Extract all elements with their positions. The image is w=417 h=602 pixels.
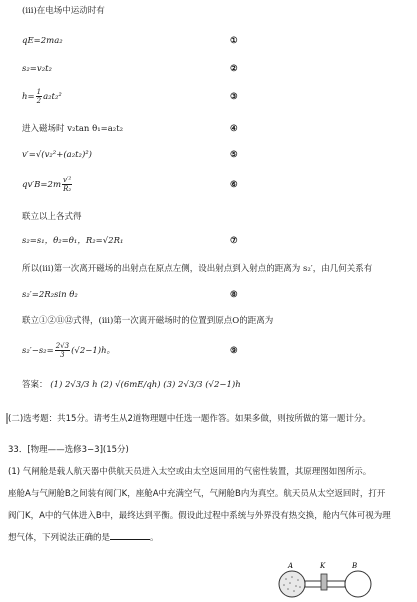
- answer-text: (1) 2√3/3 h (2) √(6mE/qh) (3) 2√3/3 (√2−1)h: [50, 380, 241, 390]
- eq-number-3: ③: [230, 92, 238, 102]
- question-line-3: 阀门K，A中的气体进入B中，最终达到平衡。假设此过程中系统与外界没有热交换，舱内气体可视为理: [8, 511, 391, 521]
- eq-number-8: ⑧: [230, 290, 238, 300]
- eq-number-7: ⑦: [230, 236, 238, 246]
- eq3-left: h=: [22, 92, 35, 102]
- airlock-diagram: [270, 560, 380, 602]
- equation-3: [22, 88, 62, 105]
- text-line-4: 所以(iii)第一次离开磁场的出射点在原点左侧，设出射点到入射点的距离为 s₂′，由几何关系有: [22, 264, 373, 274]
- question-line-1: (1) 气闸舱是载人航天器中供航天员进入太空或由太空返回用的气密性装置，其原理图如图所示。: [8, 467, 372, 477]
- eq-number-1: ①: [230, 36, 238, 46]
- question-number: 33．[物理——选修3−3](15分): [8, 445, 129, 455]
- eq3-right: a₂t₂²: [43, 92, 62, 102]
- label-k: K: [320, 562, 326, 570]
- equation-1: qE=2ma₂: [22, 36, 63, 46]
- fraction-v2-r2: $\frac{\text{v′²}}{\text{R₂}}$: [63, 176, 72, 193]
- valve-k: [321, 574, 327, 590]
- eq-number-5: ⑤: [230, 150, 238, 160]
- text-line-2: 进入磁场时 v₂tan θ₁=a₂t₂: [22, 124, 124, 134]
- equation-2: s₂=v₂t₂: [22, 64, 52, 74]
- answer-label: 答案：: [22, 380, 48, 390]
- answer-line: [22, 380, 241, 391]
- answer-blank: [110, 531, 150, 540]
- fraction-half: $\frac{1}{2}$: [36, 88, 42, 105]
- equation-7: s₂=s₁，θ₂=θ₁，R₂=√2R₁: [22, 236, 124, 246]
- eq-number-2: ②: [230, 64, 238, 74]
- question-line-4: 想气体，下列说法正确的是 。: [8, 533, 159, 543]
- elective-instructions: (二)选考题：共15分。请考生从2道物理题中任选一题作答。如果多做，则按所做的第一题计分。: [8, 414, 371, 424]
- label-b: B: [352, 562, 358, 570]
- question-line-2: 座舱A与气闸舱B之间装有阀门K，座舱A中充满空气，气闸舱B内为真空。航天员从太空返回时，打开: [8, 489, 386, 499]
- eq-number-4: ④: [230, 124, 238, 134]
- text-line-3: 联立以上各式得: [22, 212, 82, 222]
- label-a: A: [288, 562, 294, 570]
- equation-9: s₂′−s₂= $\frac{2√3}{3}$ (√2−1)h。: [22, 342, 116, 359]
- chamber-a: [279, 571, 305, 597]
- text-line-1: (iii)在电场中运动时有: [22, 6, 105, 16]
- fraction-2sqrt3-3: $\frac{2√3}{3}$: [55, 342, 70, 359]
- chamber-b: [345, 571, 371, 597]
- text-line-5: 联立①②⑪⑫式得，(iii)第一次离开磁场时的位置到原点O的距离为: [22, 316, 274, 326]
- eq-number-6: ⑥: [230, 180, 238, 190]
- equation-5: v′=√(v₂²+(a₂t₂)²): [22, 150, 92, 160]
- eq-number-9: ⑨: [230, 346, 238, 356]
- equation-8: s₂′=2R₂sin θ₂: [22, 290, 78, 300]
- equation-6: qv′B=2m $\frac{\text{v′²}}{\text{R₂}}$: [22, 176, 72, 193]
